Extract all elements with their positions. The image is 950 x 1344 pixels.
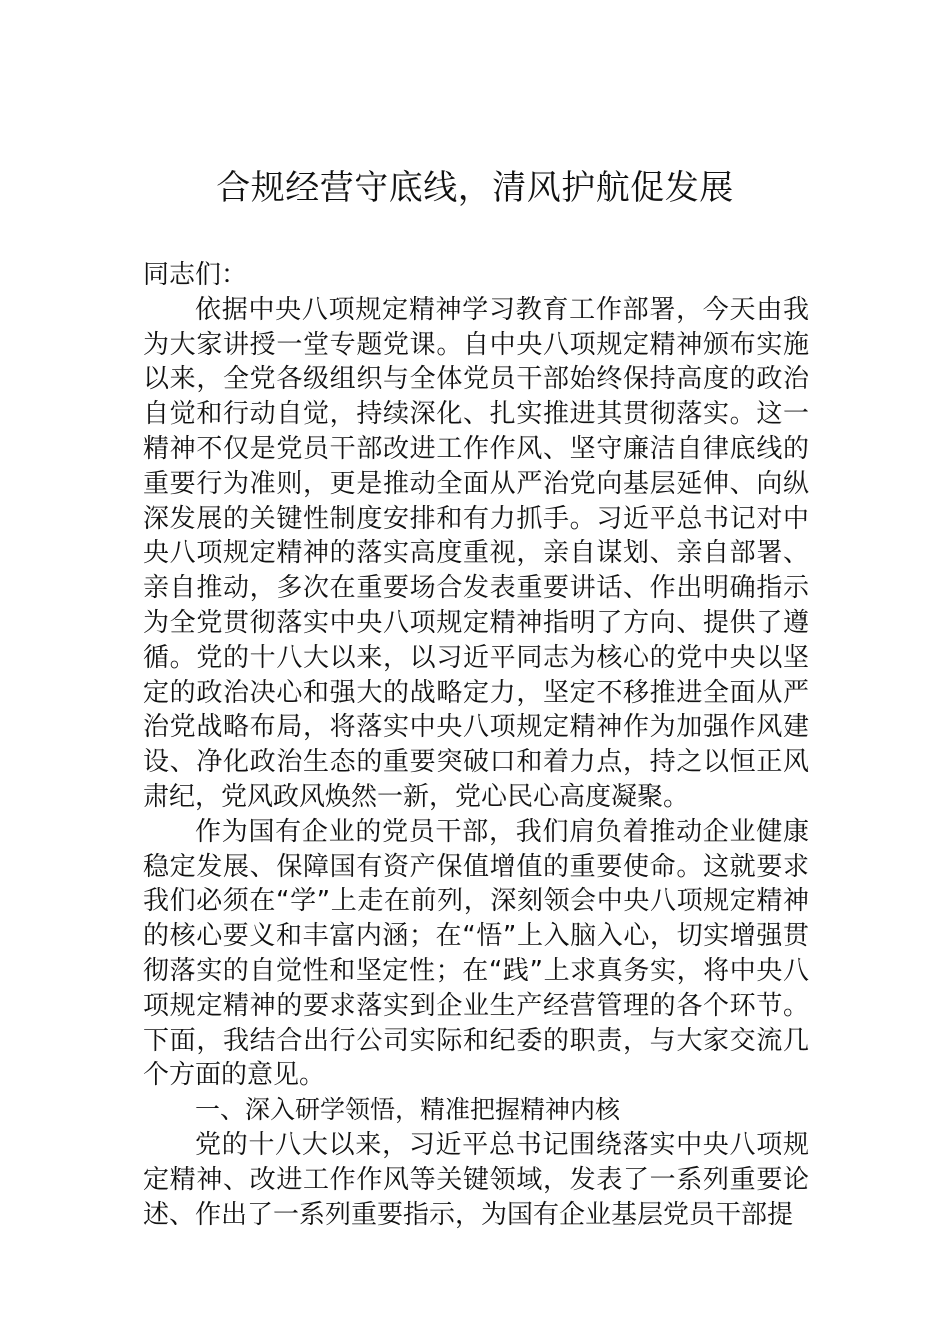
document-title: 合规经营守底线，清风护航促发展 <box>216 168 734 208</box>
paragraph-mission: 作为国有企业的党员干部，我们肩负着推动企业健康稳定发展、保障国有资产保值增值的重要使命。这就要求我们必须在“学”上走在前列，深刻领会中央八项规定精神的核心要义和丰富内涵；在“悟”上入脑入心，切实增强贯彻落实的自觉性和坚定性；在“践”上求真务实，将中央八项规定精神的要求落实到企业生产经营管理的各个环节。下面，我结合出行公司实际和纪委的职责，与大家交流几个方面的意见。 <box>143 816 809 1091</box>
paragraph-intro: 依据中央八项规定精神学习教育工作部署，今天由我为大家讲授一堂专题党课。自中央八项规定精神颁布实施以来，全党各级组织与全体党员干部始终保持高度的政治自觉和行动自觉，持续深化、扎实推进其贯彻落实。这一精神不仅是党员干部改进工作作风、坚守廉洁自律底线的重要行为准则，更是推动全面从严治党向基层延伸、向纵深发展的关键性制度安排和有力抓手。习近平总书记对中央八项规定精神的落实高度重视，亲自谋划、亲自部署、亲自推动，多次在重要场合发表重要讲话、作出明确指示为全党贯彻落实中央八项规定精神指明了方向、提供了遵循。党的十八大以来，以习近平同志为核心的党中央以坚定的政治决心和强大的战略定力，坚定不移推进全面从严治党战略布局，将落实中央八项规定精神作为加强作风建设、净化政治生态的重要突破口和着力点，持之以恒正风肃纪，党风政风焕然一新，党心民心高度凝聚。 <box>143 294 809 812</box>
section-heading: 一、深入研学领悟，精准把握精神内核 <box>195 1095 621 1125</box>
salutation: 同志们： <box>143 260 248 290</box>
document-body <box>143 258 809 1232</box>
paragraph-section-one: 党的十八大以来，习近平总书记围绕落实中央八项规定精神、改进工作作风等关键领域，发表了一系列重要论述、作出了一系列重要指示，为国有企业基层党员干部提 <box>143 1129 809 1230</box>
